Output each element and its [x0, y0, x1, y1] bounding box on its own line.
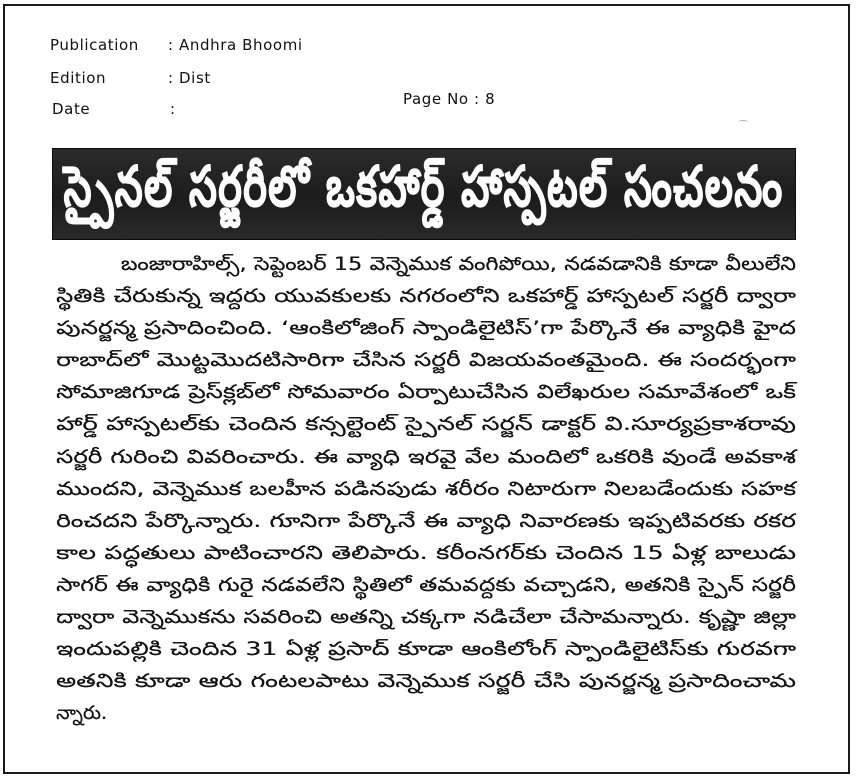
article-line: ముందని, వెన్నెముక బలహీన పడినపుడు శరీరం నిటారుగా నిలబడేందుకు సహక: [56, 477, 796, 500]
page-number: Page No : 8: [403, 90, 496, 108]
article-line: ద్వారా వెన్నెముకను సవరించి అతన్ని చక్కగా నడిచేలా చేసామన్నారు. కృష్ణా జిల్లా: [56, 606, 796, 629]
article-line: సాగర్ ఈ వ్యాధికి గురై నడవలేని స్థితిలో తమవద్దకు వచ్చాడని, అతనికి స్పైన్ సర్జరీ: [56, 573, 796, 596]
article-line: రించదని పేర్కొన్నారు. గూనిగా పేర్కొనే ఈ వ్యాధి నివారణకు ఇప్పటివరకు రకర: [56, 509, 796, 532]
publication-row: [50, 36, 303, 54]
ink-mark: ⌒: [738, 121, 748, 132]
article-line: హార్డ్ హాస్పటల్‌కు చెందిన కన్సల్టెంట్ స్పైనల్ సర్జన్ డాక్టర్ వి.సూర్యప్రకాశరావు: [56, 413, 796, 436]
edition-value: : Dist: [168, 69, 211, 87]
article-line: రాబాద్‌లో మొట్టమొదటిసారిగా చేసిన సర్జరీ విజయవంతమైంది. ఈ సందర్భంగా: [56, 349, 796, 372]
article-line: న్నారు.: [56, 702, 108, 725]
article-line: పునర్జన్మ ప్రసాదించింది. ‘ఆంకిలోజింగ్ స్పాండిలైటిస్’గా పేర్కొనే ఈ వ్యాధికి హైద: [56, 317, 796, 340]
date-row: [52, 100, 176, 118]
article-line: బంజారాహిల్స్, సెప్టెంబర్ 15 వెన్నెముక వంగిపోయి, నడవడానికి కూడా వీలులేని: [120, 253, 796, 275]
date-value: :: [170, 100, 176, 118]
publication-value: : Andhra Bhoomi: [168, 36, 303, 54]
date-label: Date: [52, 100, 91, 118]
publication-label: Publication: [50, 36, 139, 54]
headline-title: స్పైనల్ సర్జరీలో ఒకహార్డ్ హాస్పటల్ సంచలనం: [64, 154, 784, 220]
article-body: [56, 248, 800, 763]
article-line: స్థితికి చేరుకున్న ఇద్దరు యువకులకు నగరంలోని ఒకహార్డ్ హాస్పటల్ సర్జరీ ద్వారా: [56, 285, 796, 308]
article-line: ఇందుపల్లికి చెందిన 31 ఏళ్ల ప్రసాద్ కూడా ఆంకిలోంగ్ స్పాండిలైటిస్‌కు గురవగా: [56, 638, 796, 661]
article-line: సర్జరీ గురించి వివరించారు. ఈ వ్యాధి ఇరవై వేల మందిలో ఒకరికి వుండే అవకాశ: [56, 445, 796, 468]
headline-banner: [52, 148, 796, 240]
edition-row: [50, 69, 211, 87]
edition-label: Edition: [50, 69, 107, 87]
article-line: కాల పద్ధతులు పాటించారని తెలిపారు. కరీంనగర్‌కు చెందిన 15 ఏళ్ల బాలుడు: [56, 541, 796, 564]
article-line: అతనికి కూడా ఆరు గంటలపాటు వెన్నెముక సర్జరీ చేసి పునర్జన్మ ప్రసాదించామ: [56, 670, 796, 693]
article-line: సోమాజిగూడ ప్రెస్‌క్లబ్‌లో సోమవారం ఏర్పాటుచేసిన విలేఖరుల సమావేశంలో ఒక్: [56, 381, 796, 404]
